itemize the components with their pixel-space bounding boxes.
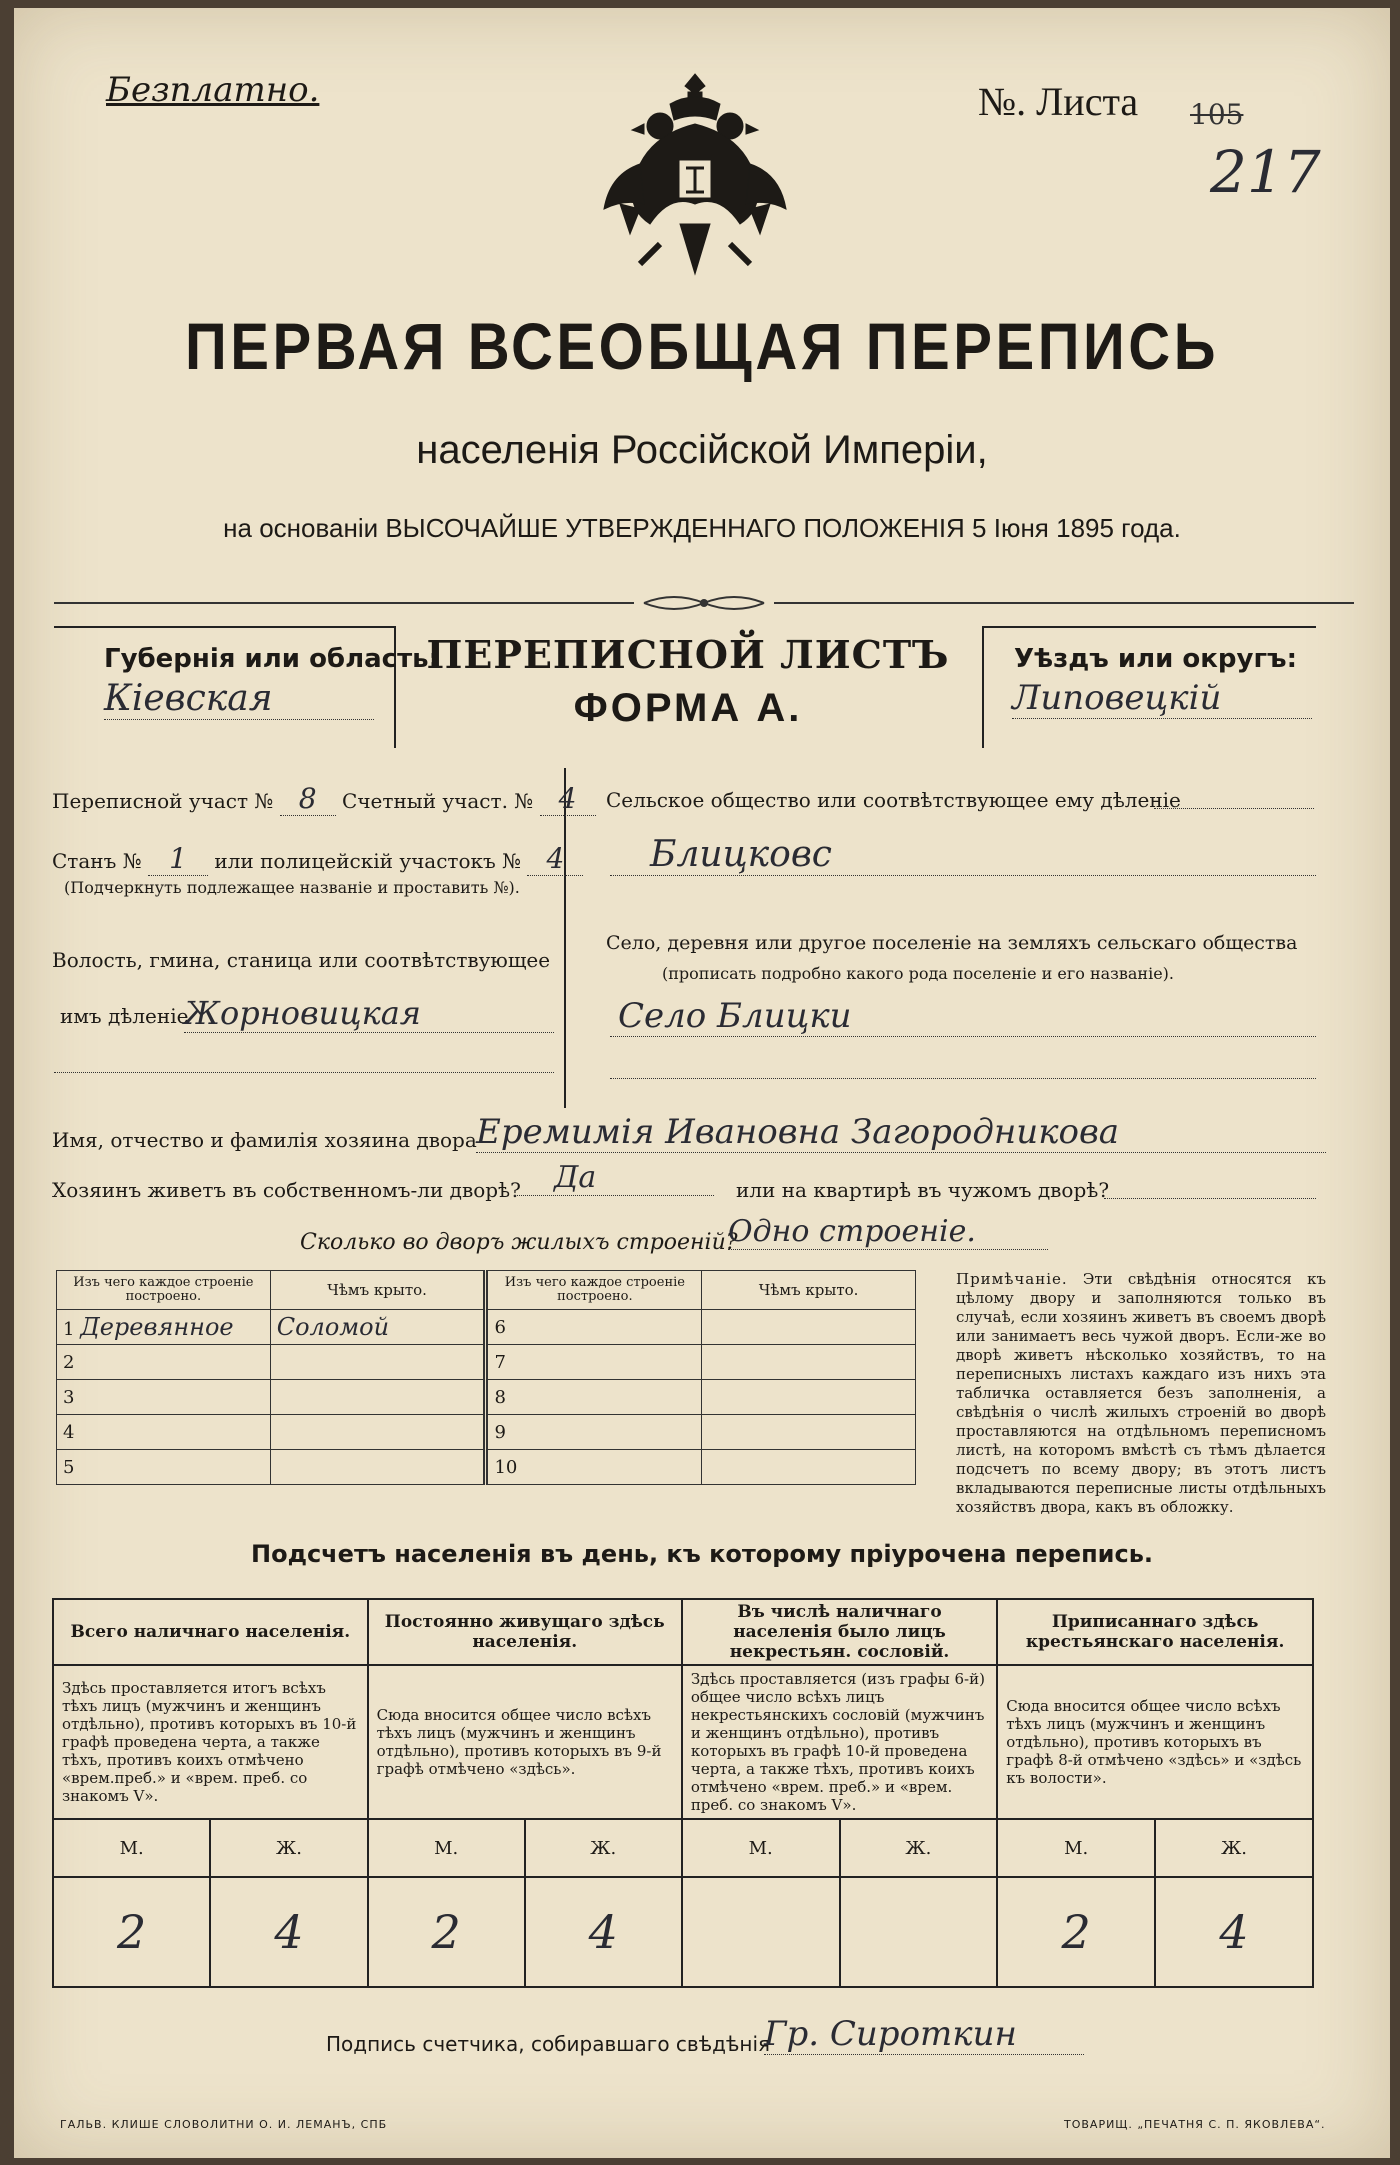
roof-cell — [270, 1415, 486, 1450]
police-label: или полицейскій участокъ — [214, 849, 496, 873]
permanent-female-value: 4 — [525, 1877, 682, 1987]
table-row — [57, 1450, 916, 1485]
row-number: 8 — [494, 1386, 506, 1408]
printer-right-imprint: ТОВАРИЩ. „ПЕЧАТНЯ С. П. ЯКОВЛЕВА“. — [1064, 2118, 1326, 2131]
col-permanent-description: Сюда вносится общее число всѣхъ тѣхъ лицъ (мужчинъ и женщинъ отдѣльно), противъ которыхъ въ 9-й графѣ отмѣчено «здѣсь». — [368, 1665, 682, 1819]
material-cell — [57, 1380, 271, 1415]
village-value: Село Блицки — [610, 996, 1316, 1037]
note-heading: Примѣчаніе. — [956, 1270, 1068, 1288]
census-sheet — [14, 8, 1390, 2158]
own-yard-value: Да — [514, 1160, 714, 1196]
non-peasant-male-value — [682, 1877, 840, 1987]
female-label: Ж. — [210, 1819, 367, 1877]
own-yard-label: Хозяинъ живетъ въ собственномъ-ли дворѣ? — [52, 1178, 521, 1202]
row-number: 10 — [494, 1456, 518, 1478]
double-headed-eagle-icon — [600, 64, 790, 284]
police-value: 4 — [527, 842, 583, 876]
count-district-label: Счетный участ. — [342, 789, 508, 813]
gubernia-value: Кіевская — [104, 678, 374, 720]
row-number: 6 — [494, 1316, 506, 1338]
underline-note: (Подчеркнуть подлежащее названіе и проставить №). — [64, 878, 520, 897]
volost-label-2: имъ дѣленіе — [60, 1004, 189, 1028]
col-roof-header: Чѣмъ крыто. — [270, 1271, 486, 1310]
main-title: ПЕРВАЯ ВСЕОБЩАЯ ПЕРЕПИСЬ — [184, 309, 1220, 383]
count-district-value: 4 — [540, 782, 596, 816]
col-non-peasant-heading: Въ числѣ наличнаго населенія было лицъ некрестьян. сословій. — [682, 1599, 997, 1665]
male-label: М. — [53, 1819, 210, 1877]
material-cell — [486, 1310, 702, 1345]
col-roof-header-2: Чѣмъ крыто. — [702, 1271, 916, 1310]
peasant-male-value: 2 — [997, 1877, 1155, 1987]
signature-label: Подпись счетчика, собиравшаго свѣдѣнія — [326, 2032, 771, 2056]
rent-label: или на квартирѣ въ чужомъ дворѣ? — [736, 1178, 1110, 1202]
roof-cell — [702, 1345, 916, 1380]
census-district-label: Переписной участ — [52, 789, 249, 813]
col-non-peasant-description: Здѣсь проставляется (изъ графы 6-й) общее число всѣхъ лицъ некрестьянскихъ сословій (мужчинъ и женщинъ отдѣльно), противъ которыхъ въ графѣ 10-й проведена черта, а также тѣхъ, противъ коихъ отмѣчено «врем. преб.» и «врем. преб. со знакомъ V». — [682, 1665, 997, 1819]
printer-left-imprint: ГАЛЬВ. КЛИШЕ СЛОВОЛИТНИ О. И. ЛЕМАНЪ, СПБ — [60, 2118, 388, 2131]
note-block — [956, 1270, 1326, 1517]
population-heading-row — [53, 1599, 1313, 1665]
owner-name-label: Имя, отчество и фамилія хозяина двора — [52, 1128, 477, 1152]
material-cell — [57, 1415, 271, 1450]
col-total-description: Здѣсь проставляется итогъ всѣхъ тѣхъ лицъ (мужчинъ и женщинъ отдѣльно), противъ которыхъ въ 10-й графѣ проведена черта, а также тѣхъ, противъ коихъ отмѣчено «врем.преб.» и «врем. преб. со знакомъ V». — [53, 1665, 368, 1819]
male-label: М. — [997, 1819, 1155, 1877]
signature-value: Гр. Сироткин — [764, 2014, 1084, 2055]
village-extra-line — [610, 1078, 1316, 1079]
peasant-female-value: 4 — [1155, 1877, 1313, 1987]
note-text: Эти свѣдѣнія относятся къ цѣлому двору и заполняются только въ случаѣ, если хозяинъ живетъ въ своемъ дворѣ или занимаетъ весь чужой дворъ. Если-же во дворѣ живетъ нѣсколько хозяйствъ, то на переписныхъ листахъ каждаго изъ нихъ эта табличка оставляется безъ заполненія, а свѣдѣнія о числѣ жилыхъ строеній во дворѣ проставляются на отдѣльномъ переписномъ листѣ, на которомъ вмѣстѣ съ тѣмъ дѣлается подсчетъ по всему двору; въ этотъ листъ вкладываются переписные листы отдѣльныхъ хозяйствъ двора, какъ въ обложку. — [956, 1270, 1326, 1516]
table-row — [57, 1345, 916, 1380]
stan-label: Станъ — [52, 849, 117, 873]
material-cell — [57, 1450, 271, 1485]
roof-cell — [270, 1450, 486, 1485]
census-district-no-sign: № — [254, 789, 274, 813]
buildings-question: Сколько во дворъ жилыхъ строеній? — [300, 1230, 738, 1255]
census-district-value: 8 — [280, 782, 336, 816]
uezd-label: Уѣздъ или округъ: — [1014, 644, 1297, 674]
roof-cell — [270, 1345, 486, 1380]
total-male-value: 2 — [53, 1877, 210, 1987]
sheet-number-label: №. Листа — [978, 79, 1139, 124]
population-sex-row — [53, 1819, 1313, 1877]
volost-extra-line — [54, 1072, 554, 1073]
free-label: Безплатно. — [106, 70, 320, 110]
society-label: Сельское общество или соотвѣтствующее ему дѣленіе — [606, 788, 1181, 812]
volost-label: Волость, гмина, станица или соотвѣтствующее — [52, 948, 551, 972]
male-label: М. — [368, 1819, 525, 1877]
row-number: 3 — [63, 1386, 75, 1408]
stan-value: 1 — [148, 842, 208, 876]
sheet-number-handwritten: 217 — [1210, 138, 1321, 206]
non-peasant-female-value — [840, 1877, 998, 1987]
stan-row — [52, 842, 583, 876]
population-table — [52, 1598, 1314, 1988]
roof-cell — [702, 1450, 916, 1485]
table-row — [57, 1310, 916, 1345]
stan-no-sign: № — [122, 849, 142, 873]
row-number: 4 — [63, 1421, 75, 1443]
census-district-row — [52, 782, 596, 816]
row-number: 2 — [63, 1351, 75, 1373]
owner-name-value: Еремимія Ивановна Загородникова — [476, 1112, 1326, 1153]
subtitle: населенія Россійской Имперіи, — [416, 428, 988, 472]
village-label: Село, деревня или другое поселеніе на земляхъ сельскаго общества — [606, 932, 1298, 954]
column-divider — [564, 768, 566, 1108]
count-district-no-sign: № — [514, 789, 534, 813]
col-peasant-heading: Приписаннаго здѣсь крестьянскаго населенія. — [997, 1599, 1313, 1665]
permanent-male-value: 2 — [368, 1877, 525, 1987]
female-label: Ж. — [525, 1819, 682, 1877]
material-cell — [486, 1415, 702, 1450]
material-cell — [486, 1450, 702, 1485]
roof-cell — [270, 1380, 486, 1415]
volost-value: Жорновицкая — [184, 994, 554, 1033]
buildings-header-row — [57, 1271, 916, 1310]
material-cell — [486, 1380, 702, 1415]
col-total-heading: Всего наличнаго населенія. — [53, 1599, 368, 1665]
form-subtitle: ФОРМА А. — [573, 686, 803, 730]
rent-line — [1104, 1198, 1316, 1199]
form-title: ПЕРЕПИСНОЙ ЛИСТЪ — [426, 632, 950, 677]
roof-cell — [702, 1310, 916, 1345]
ornament-divider — [54, 593, 1354, 613]
row-number: 7 — [494, 1351, 506, 1373]
total-female-value: 4 — [210, 1877, 367, 1987]
village-note: (прописать подробно какого рода поселеніе и его названіе). — [662, 964, 1174, 983]
population-description-row — [53, 1665, 1313, 1819]
roof-value: Соломой — [270, 1310, 486, 1345]
buildings-table — [56, 1270, 916, 1485]
buildings-answer: Одно строеніе. — [728, 1214, 1048, 1250]
material-cell — [57, 1310, 271, 1345]
police-no-sign: № — [502, 849, 522, 873]
material-cell — [486, 1345, 702, 1380]
sheet-number-printed: 105 — [1190, 98, 1244, 131]
society-label-line — [1154, 808, 1314, 809]
roof-cell — [702, 1415, 916, 1450]
col-material-header-2: Изъ чего каждое строеніе построено. — [486, 1271, 702, 1310]
female-label: Ж. — [1155, 1819, 1313, 1877]
material-value: Деревянное — [80, 1313, 234, 1341]
society-value: Блицковс — [610, 834, 1316, 876]
population-count-title: Подсчетъ населенія въ день, къ которому пріурочена перепись. — [251, 1540, 1153, 1568]
basis-line: на основаніи ВЫСОЧАЙШЕ УТВЕРЖДЕННАГО ПОЛОЖЕНІЯ 5 Іюня 1895 года. — [223, 513, 1181, 543]
table-row — [57, 1380, 916, 1415]
population-values-row — [53, 1877, 1313, 1987]
male-label: М. — [682, 1819, 840, 1877]
row-number: 5 — [63, 1456, 75, 1478]
gubernia-label: Губернія или область: — [104, 644, 439, 674]
row-number: 1 — [63, 1319, 75, 1340]
uezd-value: Липовецкій — [1012, 678, 1312, 719]
female-label: Ж. — [840, 1819, 998, 1877]
col-peasant-description: Сюда вносится общее число всѣхъ тѣхъ лицъ (мужчинъ и женщинъ отдѣльно), противъ которыхъ въ графѣ 8-й отмѣчено «здѣсь» и «здѣсь къ волости». — [997, 1665, 1313, 1819]
table-row — [57, 1415, 916, 1450]
row-number: 9 — [494, 1421, 506, 1443]
material-cell — [57, 1345, 271, 1380]
col-permanent-heading: Постоянно живущаго здѣсь населенія. — [368, 1599, 682, 1665]
col-material-header: Изъ чего каждое строеніе построено. — [57, 1271, 271, 1310]
roof-cell — [702, 1380, 916, 1415]
